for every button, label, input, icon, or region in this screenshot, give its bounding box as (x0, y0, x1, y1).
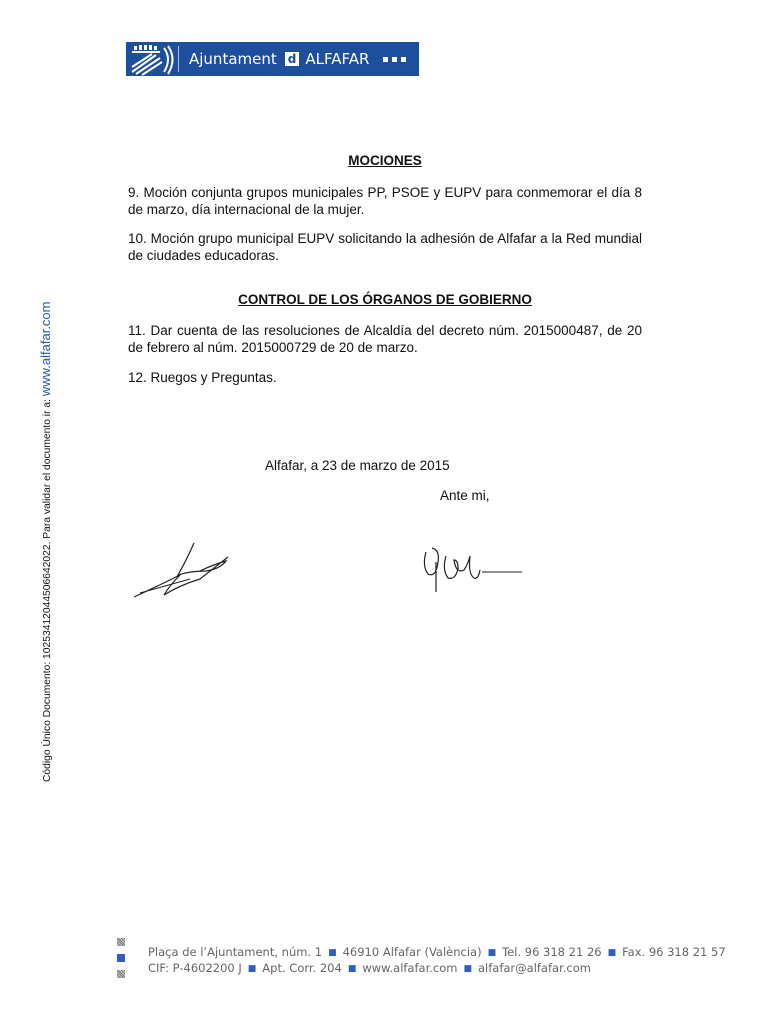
footer-cif: CIF: P-4602200 J (148, 961, 242, 975)
footer-apt: Apt. Corr. 204 (262, 961, 342, 975)
footer-website-link[interactable]: www.alfafar.com (362, 961, 458, 975)
signature-left (130, 535, 240, 610)
footer-separator-icon: ■ (463, 963, 472, 974)
footer-separator-icon: ■ (347, 963, 357, 974)
logo-letter-badge: d (285, 52, 300, 66)
footer-address-line (148, 945, 726, 959)
logo-square (383, 57, 388, 62)
agenda-item-9: 9. Moción conjunta grupos municipales PP, PSOE y EUPV para conmemorar el día 8 de marzo, día internacional de la mujer. (128, 185, 642, 217)
footer-separator-icon: ■ (487, 947, 497, 958)
logo-text-alfafar: ALFAFAR (305, 50, 370, 68)
footer-marker-grey (117, 938, 125, 946)
agenda-item-10: 10. Moción grupo municipal EUPV solicitando la adhesión de Alfafar a la Red mundial de ciudades educadoras. (128, 231, 642, 263)
footer-email-link[interactable]: alfafar@alfafar.com (477, 961, 591, 975)
footer-markers (117, 938, 125, 986)
validation-code-text: Código Único Documento: 10253412044506642022. Para validar el documento ir a: (42, 399, 53, 782)
document-validation-note (38, 302, 53, 783)
mociones-heading: MOCIONES (348, 153, 422, 168)
coat-of-arms-icon (126, 42, 178, 76)
logo-wordmark (189, 50, 369, 68)
footer-postal: 46910 Alfafar (València) (342, 945, 482, 959)
logo-squares (383, 57, 406, 62)
agenda-item-11: 11. Dar cuenta de las resoluciones de Alcaldía del decreto núm. 2015000487, de 20 de febrero al núm. 2015000729 de 20 de marzo. (128, 323, 642, 355)
logo-square (401, 57, 406, 62)
place-and-date: Alfafar, a 23 de marzo de 2015 (265, 458, 450, 473)
footer-fax: Fax. 96 318 21 57 (622, 945, 726, 959)
ante-mi-text: Ante mi, (440, 488, 490, 503)
control-heading: CONTROL DE LOS ÓRGANOS DE GOBIERNO (238, 292, 532, 307)
agenda-item-12: 12. Ruegos y Preguntas. (128, 370, 277, 385)
logo-text-ajuntament: Ajuntament (189, 50, 277, 68)
footer-separator-icon: ■ (607, 947, 617, 958)
footer-phone: Tel. 96 318 21 26 (502, 945, 602, 959)
footer-marker-blue (117, 954, 125, 962)
footer-separator-icon: ■ (247, 963, 257, 974)
footer-contact-line (148, 961, 591, 975)
logo-divider (178, 46, 179, 72)
footer-separator-icon: ■ (328, 947, 337, 958)
validation-url-link[interactable]: www.alfafar.com (38, 301, 53, 397)
footer-address: Plaça de l’Ajuntament, núm. 1 (148, 945, 323, 959)
logo-square (392, 57, 397, 62)
footer-marker-grey (117, 970, 125, 978)
ajuntament-alfafar-logo (126, 42, 419, 76)
signature-right (418, 540, 528, 600)
